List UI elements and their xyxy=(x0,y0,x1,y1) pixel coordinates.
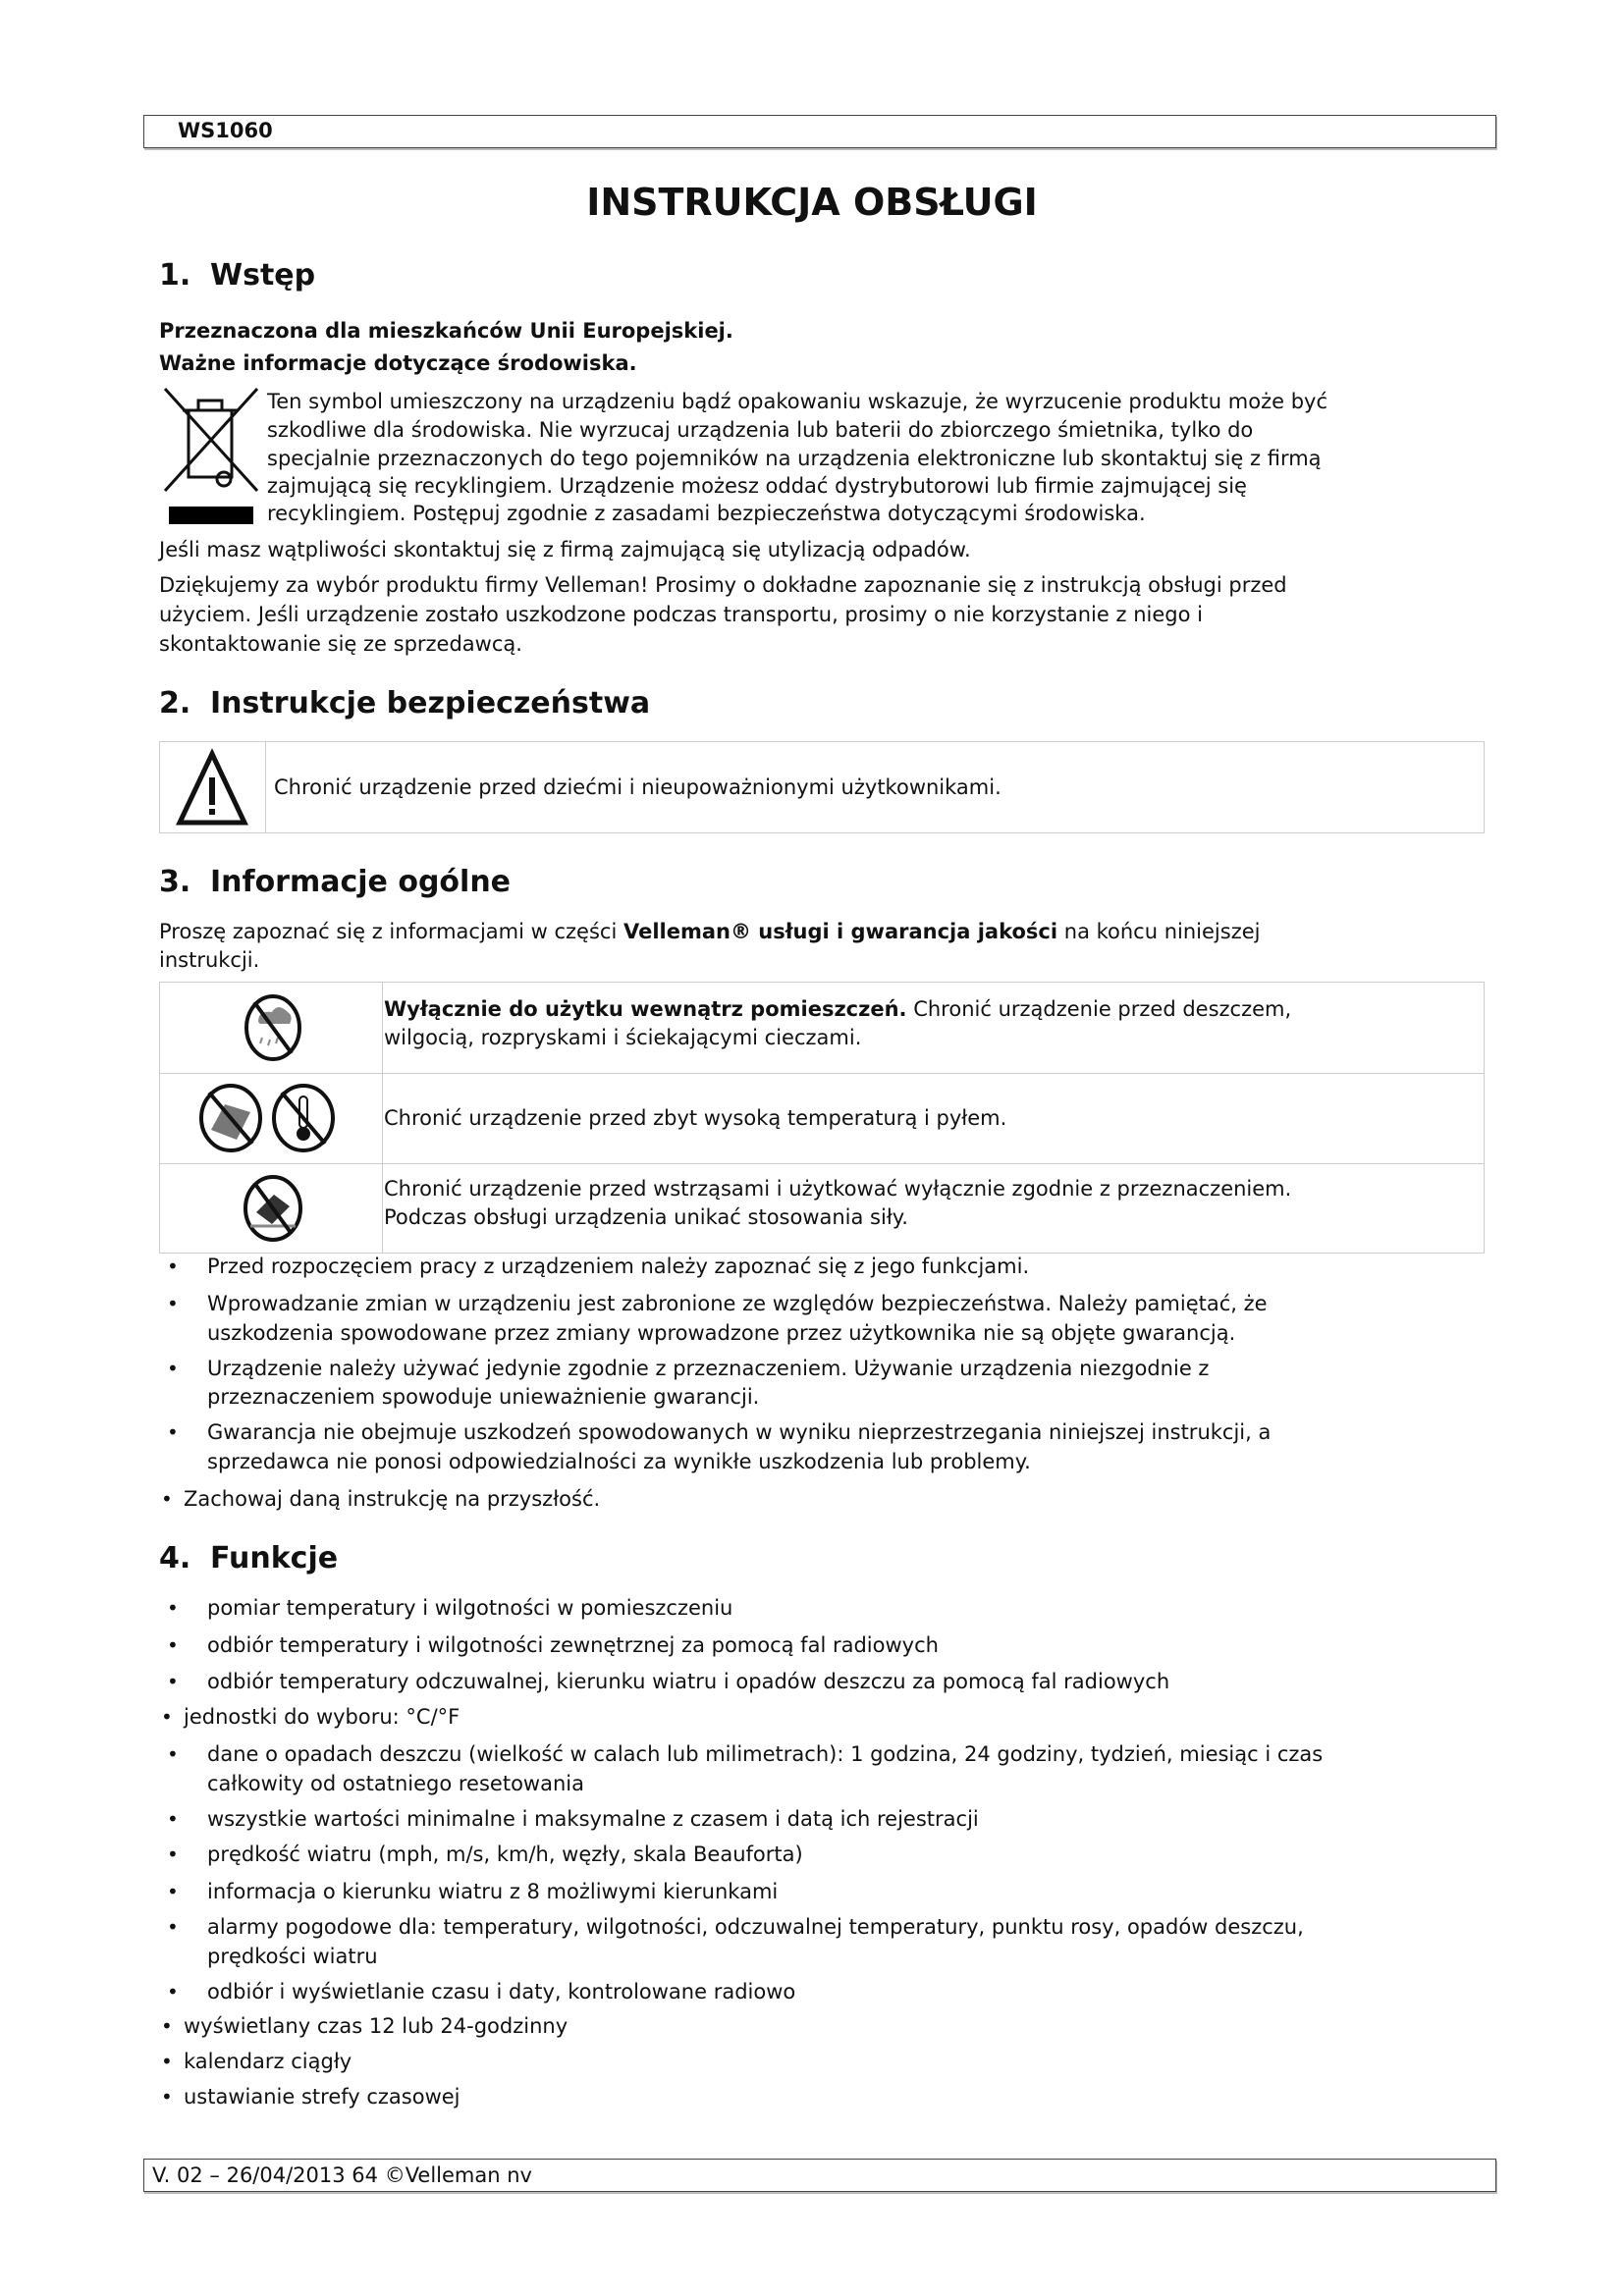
section-3-heading xyxy=(159,865,511,899)
indoor-use-text xyxy=(384,994,1291,1024)
section-number: 4. xyxy=(159,1541,191,1575)
weee-line: szkodliwe dla środowiska. Nie wyrzucaj urządzenia lub baterii do zbiorczego śmietnika, tylko do xyxy=(267,418,1254,442)
bullet-icon: • xyxy=(161,2085,173,2109)
general-info-intro xyxy=(159,917,1260,946)
general-info-intro-cont: instrukcji. xyxy=(159,948,260,972)
list-item: Urządzenie należy używać jedynie zgodnie z przeznaczeniem. Używanie urządzenia niezgodnie z xyxy=(207,1357,1210,1380)
thanks-line: skontaktowanie się ze sprzedawcą. xyxy=(159,632,522,656)
section-4-heading xyxy=(159,1541,338,1575)
thanks-line: użyciem. Jeśli urządzenie zostało uszkodzone podczas transportu, prosimy o nie korzystanie z niego i xyxy=(159,603,1203,626)
feature-item: wszystkie wartości minimalne i maksymalne z czasem i datą ich rejestracji xyxy=(207,1807,979,1831)
disposal-contact: Jeśli masz wątpliwości skontaktuj się z firmą zajmującą się utylizacją odpadów. xyxy=(159,538,971,561)
section-title: Informacje ogólne xyxy=(210,865,512,899)
feature-item: wyświetlany czas 12 lub 24-godzinny xyxy=(184,2014,568,2038)
section-title: Funkcje xyxy=(210,1541,339,1575)
page-header xyxy=(143,115,1496,148)
bullet-icon: • xyxy=(167,1596,179,1620)
intro-text: Proszę zapoznać się z informacjami w części xyxy=(159,920,623,943)
indoor-use-bold: Wyłącznie do użytku wewnątrz pomieszczeń. xyxy=(384,997,907,1021)
list-item: Wprowadzanie zmian w urządzeniu jest zabronione ze względów bezpieczeństwa. Należy pamiętać, że xyxy=(207,1292,1268,1315)
footer-version-page: V. 02 – 26/04/2013 64 ©Velleman nv xyxy=(152,2163,532,2187)
weee-bin-icon xyxy=(159,381,267,528)
pictogram-table xyxy=(159,982,1485,1254)
bullet-icon: • xyxy=(167,1842,179,1866)
bullet-icon: • xyxy=(167,1357,179,1380)
feature-item: pomiar temperatury i wilgotności w pomieszczeniu xyxy=(207,1596,733,1620)
thanks-line: Dziękujemy za wybór produktu firmy Velleman! Prosimy o dokładne zapoznanie się z instrukcją obsługi przed xyxy=(159,573,1287,597)
no-shock-icon xyxy=(239,1173,307,1248)
bullet-icon: • xyxy=(167,1255,179,1278)
list-item-cont: uszkodzenia spowodowane przez zmiany wprowadzone przez użytkownika nie są objęte gwarancją. xyxy=(207,1321,1236,1345)
list-item: Gwarancja nie obejmuje uszkodzeń spowodowanych w wyniku nieprzestrzegania niniejszej instrukcji, a xyxy=(207,1420,1272,1444)
no-heat-icon xyxy=(268,1083,339,1157)
section-number: 1. xyxy=(159,258,191,293)
no-rain-icon xyxy=(239,992,307,1067)
safety-warning-text: Chronić urządzenie przed dziećmi i nieupoważnionymi użytkownikami. xyxy=(274,775,1001,799)
feature-item: jednostki do wyboru: °C/°F xyxy=(184,1705,460,1729)
section-2-heading xyxy=(159,686,650,721)
intro-text: na końcu niniejszej xyxy=(1057,920,1261,943)
section-title: Instrukcje bezpieczeństwa xyxy=(210,686,651,721)
list-item: Zachowaj daną instrukcję na przyszłość. xyxy=(184,1487,601,1511)
weee-line: zajmującą się recyklingiem. Urządzenie możesz oddać dystrybutorowi lub firmie zajmującej się xyxy=(267,474,1247,498)
bullet-icon: • xyxy=(167,1420,179,1444)
bullet-icon: • xyxy=(161,1487,173,1511)
feature-item: informacja o kierunku wiatru z 8 możliwymi kierunkami xyxy=(207,1880,779,1903)
section-number: 3. xyxy=(159,865,191,899)
weee-line: specjalnie przeznaczonych do tego pojemników na urządzenia elektroniczne lub skontaktuj się z firmą xyxy=(267,447,1322,470)
environment-notice: Ważne informacje dotyczące środowiska. xyxy=(159,351,637,375)
feature-item: prędkość wiatru (mph, m/s, km/h, węzły, skala Beauforta) xyxy=(207,1842,803,1866)
bullet-icon: • xyxy=(161,2050,173,2073)
list-item-cont: sprzedawca nie ponosi odpowiedzialności za wynikłe uszkodzenia lub problemy. xyxy=(207,1450,1031,1473)
warning-triangle-icon xyxy=(160,742,265,832)
model-number: WS1060 xyxy=(178,119,273,142)
row-divider xyxy=(160,1163,1484,1164)
bullet-icon: • xyxy=(167,1742,179,1766)
no-dust-icon xyxy=(195,1083,266,1157)
bullet-icon: • xyxy=(167,1880,179,1903)
weee-line: recyklingiem. Postępuj zgodnie z zasadami bezpieczeństwa dotyczącymi środowiska. xyxy=(267,502,1146,525)
row-text: Podczas obsługi urządzenia unikać stosowania siły. xyxy=(384,1205,908,1229)
feature-item: odbiór i wyświetlanie czasu i daty, kontrolowane radiowo xyxy=(207,1980,796,2003)
row-text: wilgocią, rozpryskami i ściekającymi cieczami. xyxy=(384,1026,862,1049)
row-text: Chronić urządzenie przed deszczem, xyxy=(906,997,1292,1021)
bullet-icon: • xyxy=(167,1980,179,2003)
bullet-icon: • xyxy=(167,1807,179,1831)
list-item-cont: przeznaczeniem spowoduje unieważnienie gwarancji. xyxy=(207,1385,760,1409)
eu-notice: Przeznaczona dla mieszkańców Unii Europejskiej. xyxy=(159,319,733,343)
section-number: 2. xyxy=(159,686,191,721)
bullet-icon: • xyxy=(161,1705,173,1729)
bullet-icon: • xyxy=(167,1633,179,1657)
row-text: Chronić urządzenie przed wstrząsami i użytkować wyłącznie zgodnie z przeznaczeniem. xyxy=(384,1177,1292,1201)
document-title: INSTRUKCJA OBSŁUGI xyxy=(586,181,1038,224)
bullet-icon: • xyxy=(167,1292,179,1315)
feature-item: dane o opadach deszczu (wielkość w calach lub milimetrach): 1 godzina, 24 godziny, tydzień, miesiąc i czas xyxy=(207,1742,1324,1766)
page-footer xyxy=(143,2159,1496,2192)
feature-item-cont: całkowity od ostatniego resetowania xyxy=(207,1772,584,1795)
feature-item: kalendarz ciągły xyxy=(184,2050,352,2073)
section-1-heading xyxy=(159,258,315,293)
list-item: Przed rozpoczęciem pracy z urządzeniem należy zapoznać się z jego funkcjami. xyxy=(207,1255,1030,1278)
bullet-icon: • xyxy=(161,2014,173,2038)
section-title: Wstęp xyxy=(210,258,316,293)
feature-item: ustawianie strefy czasowej xyxy=(184,2085,460,2109)
weee-line: Ten symbol umieszczony na urządzeniu bądź opakowaniu wskazuje, że wyrzucenie produktu może być xyxy=(267,390,1327,413)
bullet-icon: • xyxy=(167,1915,179,1939)
feature-item: odbiór temperatury odczuwalnej, kierunku wiatru i opadów deszczu za pomocą fal radiowych xyxy=(207,1670,1170,1693)
row-text: Chronić urządzenie przed zbyt wysoką temperaturą i pyłem. xyxy=(384,1106,1007,1130)
safety-box xyxy=(159,741,1485,833)
bullet-icon: • xyxy=(167,1670,179,1693)
intro-bold-text: Velleman® usługi i gwarancja jakości xyxy=(623,920,1058,943)
row-divider xyxy=(160,1073,1484,1074)
feature-item: alarmy pogodowe dla: temperatury, wilgotności, odczuwalnej temperatury, punktu rosy, opadów deszczu, xyxy=(207,1915,1304,1939)
warning-icon-cell xyxy=(160,742,266,832)
feature-item-cont: prędkości wiatru xyxy=(207,1945,378,1968)
feature-item: odbiór temperatury i wilgotności zewnętrznej za pomocą fal radiowych xyxy=(207,1633,939,1657)
